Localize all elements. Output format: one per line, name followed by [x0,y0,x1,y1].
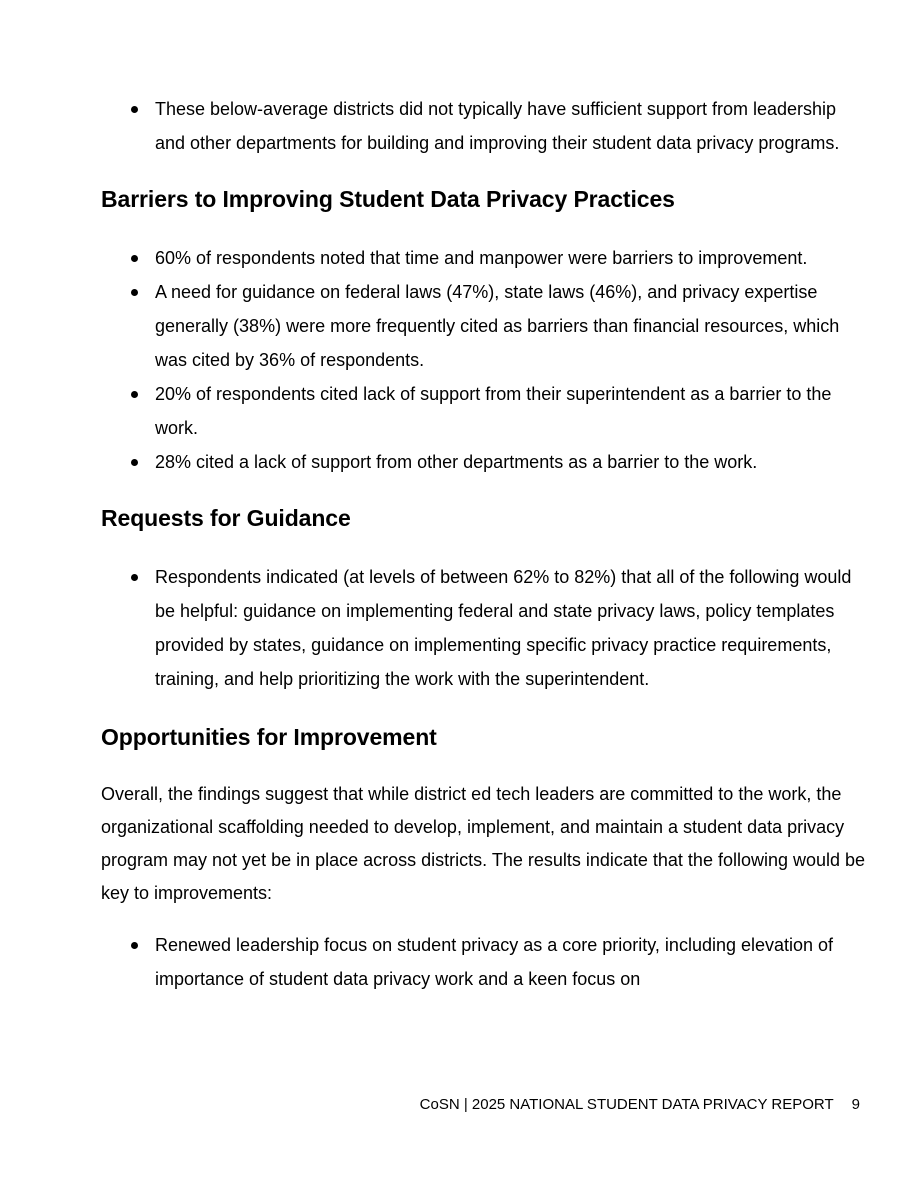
list-item: 28% cited a lack of support from other departments as a barrier to the work. [101,445,871,479]
list-item: 20% of respondents cited lack of support from their superintendent as a barrier to the work. [101,377,871,445]
list-item: Renewed leadership focus on student privacy as a core priority, including elevation of importance of student data privacy work and a keen focus on [101,928,871,996]
list-item: Respondents indicated (at levels of between 62% to 82%) that all of the following would be helpful: guidance on implementing federal and state privacy laws, policy templates provided by states, guidance on implementing specific privacy practice requirements, training, and help prioritizing the work with the superintendent. [101,560,871,696]
list-item: These below-average districts did not typically have sufficient support from leadership and other departments for building and improving their student data privacy programs. [101,92,871,160]
section-heading-guidance: Requests for Guidance [101,505,351,531]
list-item: A need for guidance on federal laws (47%), state laws (46%), and privacy expertise generally (38%) were more frequently cited as barriers than financial resources, which was cited by 36% of respondents. [101,275,871,377]
section-heading-improvement: Opportunities for Improvement [101,724,437,750]
improvement-paragraph: Overall, the findings suggest that while district ed tech leaders are committed to the work, the organizational scaffolding needed to develop, implement, and maintain a student data privacy program may not yet be in place across districts. The results indicate that the following would be key to improvements: [101,784,866,903]
page-number: 9 [851,1096,860,1113]
section-heading-barriers: Barriers to Improving Student Data Privacy Practices [101,186,675,212]
document-page [101,92,871,996]
improvement-bullet-list [101,928,871,996]
report-title: CoSN | 2025 NATIONAL STUDENT DATA PRIVACY REPORT [419,1096,834,1113]
list-item: 60% of respondents noted that time and manpower were barriers to improvement. [101,241,871,275]
barriers-bullet-list [101,241,871,479]
page-footer [420,1094,860,1116]
guidance-bullet-list [101,560,871,696]
top-bullet-list [101,92,871,160]
